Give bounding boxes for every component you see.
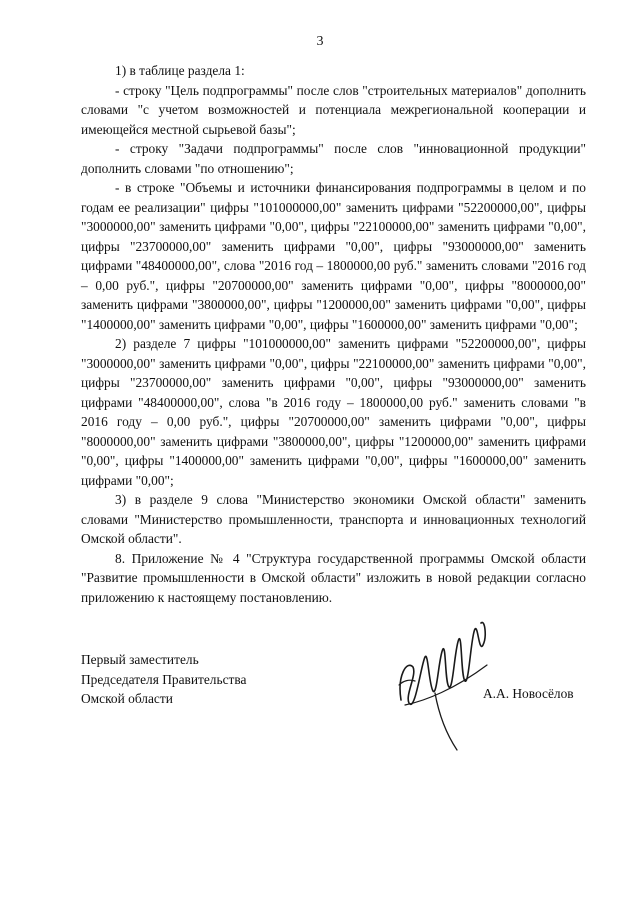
paragraph-funding-row: - в строке "Объемы и источники финансирования подпрограммы в целом и по годам ее реализации" цифры "101000000,00" заменить цифрами "52200000,00", цифры "3000000,00" заменить цифрами "0,00", цифры "22100000,00" заменить цифрами "0,00", цифры "23700000,00" заменить цифрами "0,00", цифры "93000000,00" заменить цифрами "48400000,00", слова "2016 год – 1800000,00 руб." заменить словами "2016 год – 0,00 руб.", цифры "20700000,00" заменить цифрами "0,00", цифры "8000000,00" заменить цифрами "3800000,00", цифры "1200000,00" заменить цифрами "0,00", цифры "1400000,00" заменить цифрами "0,00", цифры "1600000,00" заменить цифрами "0,00"; [81,180,586,332]
handwritten-signature [395,605,495,755]
signatory-name: А.А. Новосёлов [483,686,574,701]
paragraph-appendix-4: 8. Приложение № 4 "Структура государственной программы Омской области "Развитие промышленности в Омской области" изложить в новой редакции согласно приложению к настоящему постановлению. [81,550,586,605]
document-body [81,61,586,607]
signatory-title [81,650,246,709]
signatory-title-line-3: Омской области [81,691,173,706]
paragraph-tasks-row: - строку "Задачи подпрограммы" после слов "инновационной продукции" дополнить словами "по отношению"; [81,141,586,176]
paragraph-section-9: 3) в разделе 9 слова "Министерство экономики Омской области" заменить словами "Министерство промышленности, транспорта и инновационных технологий Омской области". [81,492,586,546]
paragraph-table-section-1: 1) в таблице раздела 1: [115,63,245,78]
page-number: 3 [316,34,324,49]
paragraph-section-7: 2) разделе 7 цифры "101000000,00" заменить цифрами "52200000,00", цифры "3000000,00" заменить цифрами "0,00", цифры "22100000,00" заменить цифрами "0,00", цифры "23700000,00" заменить цифрами "0,00", цифры "93000000,00" заменить цифрами "48400000,00", слова "в 2016 году – 1800000,00 руб." заменить словами "в 2016 году – 0,00 руб.", цифры "20700000,00" заменить цифрами "0,00", цифры "8000000,00" заменить цифрами "3800000,00", цифры "1200000,00" заменить цифрами "0,00", цифры "1400000,00" заменить цифрами "0,00", цифры "1600000,00" заменить цифрами "0,00"; [81,336,586,488]
signatory-title-line-1: Первый заместитель [81,652,199,667]
signatory-title-line-2: Председателя Правительства [81,671,247,687]
paragraph-goal-row: - строку "Цель подпрограммы" после слов "строительных материалов" дополнить словами "с учетом возможностей и потенциала межрегиональной кооперации и имеющейся местной сырьевой базы"; [81,82,586,137]
